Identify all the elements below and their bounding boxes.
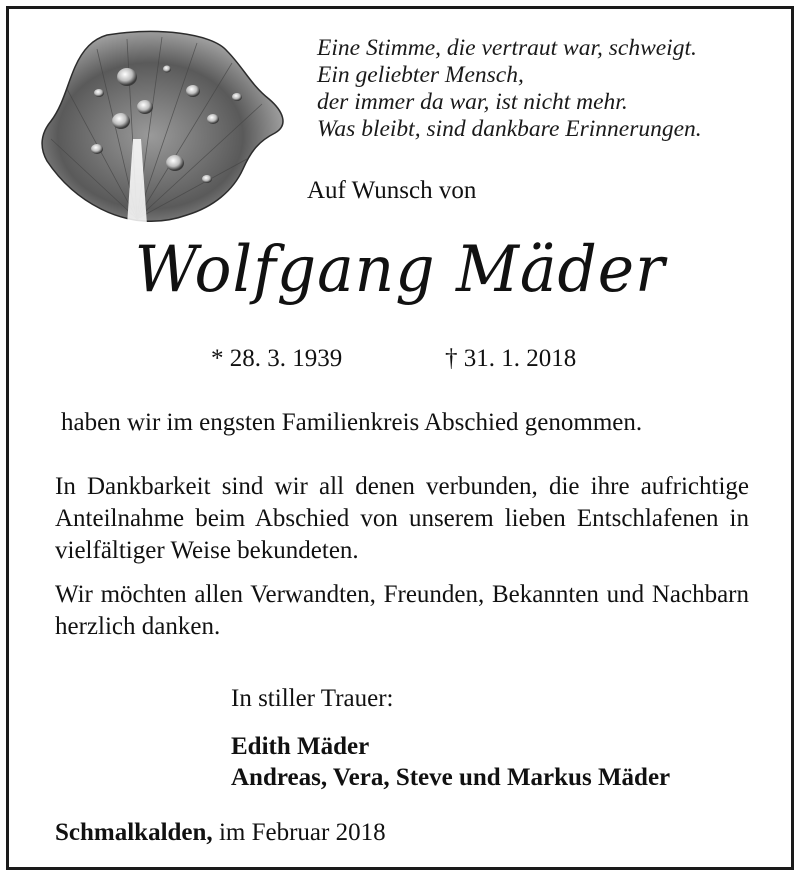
ginkgo-leaf-icon bbox=[37, 29, 289, 227]
mourner-name: Edith Mäder bbox=[231, 733, 370, 760]
intro-text: Auf Wunsch von bbox=[307, 177, 477, 204]
date-text: im Februar 2018 bbox=[218, 819, 386, 846]
mourner-name: Andreas, Vera, Steve und Markus Mäder bbox=[231, 764, 671, 791]
poem bbox=[317, 35, 702, 143]
poem-line: Ein geliebter Mensch, bbox=[317, 62, 524, 88]
birth-date: * 28. 3. 1939 bbox=[211, 345, 343, 372]
poem-line: der immer da war, ist nicht mehr. bbox=[317, 89, 628, 115]
place-date bbox=[55, 819, 386, 847]
thanks-paragraph: Wir möchten allen Verwandten, Freunden, Bekannten und Nachbarn herzlich danken. bbox=[55, 581, 749, 640]
poem-line: Was bleibt, sind dankbare Erinnerungen. bbox=[317, 116, 702, 142]
mourning-label: In stiller Trauer: bbox=[231, 685, 394, 712]
deceased-name: Wolfgang Mäder bbox=[134, 233, 666, 307]
poem-line: Eine Stimme, die vertraut war, schweigt. bbox=[317, 35, 697, 61]
obituary-notice bbox=[6, 6, 794, 870]
farewell-paragraph: haben wir im engsten Familienkreis Abschied genommen. bbox=[61, 409, 643, 436]
mourners-list bbox=[231, 731, 670, 793]
death-date: † 31. 1. 2018 bbox=[445, 345, 577, 372]
gratitude-paragraph: In Dankbarkeit sind wir all denen verbunden, die ihre aufrichtige Anteilnahme beim Abschied von unserem lieben Entschlafenen in vielfältiger Weise bekundeten. bbox=[55, 473, 749, 564]
place-name: Schmalkalden, bbox=[55, 819, 213, 846]
